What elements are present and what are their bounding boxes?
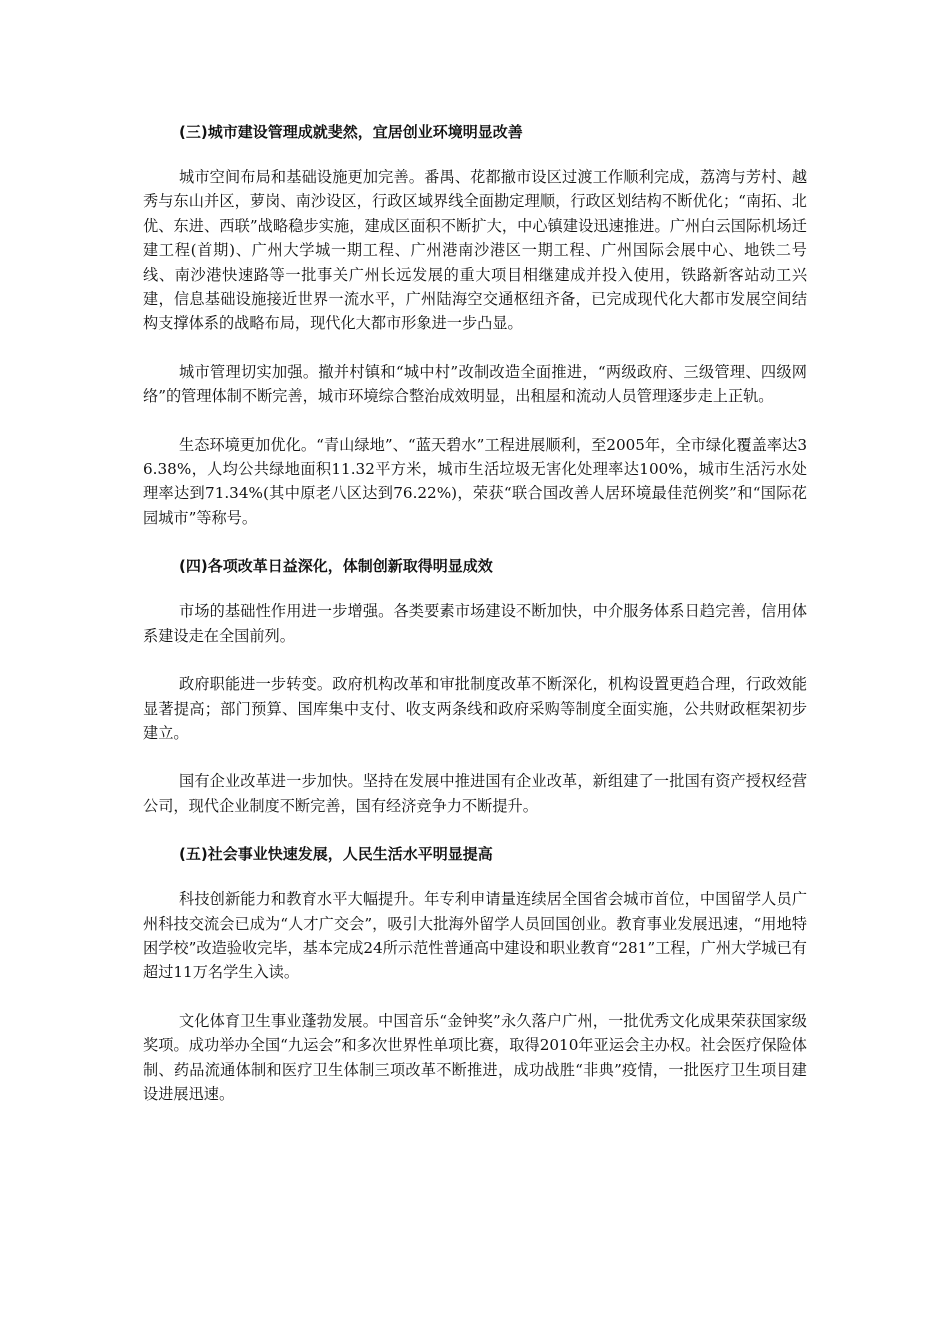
section-heading: (四)各项改革日益深化，体制创新取得明显成效 (179, 557, 493, 576)
document-page (143, 120, 807, 1130)
section-4 (143, 554, 807, 818)
section-heading: (五)社会事业快速发展，人民生活水平明显提高 (179, 845, 493, 864)
paragraph: 城市管理切实加强。撤并村镇和“城中村”改制改造全面推进，“两级政府、三级管理、四级网络”的管理体制不断完善，城市环境综合整治成效明显，出租屋和流动人员管理逐步走上正轨。 (143, 362, 807, 406)
section-5 (143, 842, 807, 1106)
paragraph: 城市空间布局和基础设施更加完善。番禺、花都撤市设区过渡工作顺利完成，荔湾与芳村、越秀与东山并区，萝岗、南沙设区，行政区域界线全面勘定理顺，行政区划结构不断优化；“南拓、北优、东进、西联”战略稳步实施，建成区面积不断扩大，中心镇建设迅速推进。广州白云国际机场迁建工程(首期)、广州大学城一期工程、广州港南沙港区一期工程、广州国际会展中心、地铁二号线、南沙港快速路等一批事关广州长远发展的重大项目相继建成并投入使用，铁路新客站动工兴建，信息基础设施接近世界一流水平，广州陆海空交通枢纽齐备，已完成现代化大都市发展空间结构支撑体系的战略布局，现代化大都市形象进一步凸显。 (143, 168, 807, 333)
section-3 (143, 120, 807, 530)
section-heading: (三)城市建设管理成就斐然，宜居创业环境明显改善 (179, 123, 523, 141)
paragraph: 政府职能进一步转变。政府机构改革和审批制度改革不断深化，机构设置更趋合理，行政效能显著提高；部门预算、国库集中支付、收支两条线和政府采购等制度全面实施，公共财政框架初步建立。 (143, 675, 807, 742)
paragraph: 科技创新能力和教育水平大幅提升。年专利申请量连续居全国省会城市首位，中国留学人员广州科技交流会已成为“人才广交会”，吸引大批海外留学人员回国创业。教育事业发展迅速，“用地特困学校”改造验收完毕，基本完成24所示范性普通高中建设和职业教育“281”工程，广州大学城已有超过11万名学生入读。 (143, 890, 807, 982)
paragraph: 国有企业改革进一步加快。坚持在发展中推进国有企业改革，新组建了一批国有资产授权经营公司，现代企业制度不断完善，国有经济竞争力不断提升。 (143, 772, 807, 815)
paragraph: 生态环境更加优化。“青山绿地”、“蓝天碧水”工程进展顺利，至2005年，全市绿化覆盖率达36.38%，人均公共绿地面积11.32平方米，城市生活垃圾无害化处理率达100%，城市生活污水处理率达到71.34%(其中原老八区达到76.22%)，荣获“联合国改善人居环境最佳范例奖”和“国际花园城市”等称号。 (143, 435, 807, 527)
paragraph: 文化体育卫生事业蓬勃发展。中国音乐“金钟奖”永久落户广州，一批优秀文化成果荣获国家级奖项。成功举办全国“九运会”和多次世界性单项比赛，取得2010年亚运会主办权。社会医疗保险体制、药品流通体制和医疗卫生体制三项改革不断推进，成功战胜“非典”疫情，一批医疗卫生项目建设进展迅速。 (143, 1011, 807, 1103)
paragraph: 市场的基础性作用进一步增强。各类要素市场建设不断加快，中介服务体系日趋完善，信用体系建设走在全国前列。 (143, 602, 807, 645)
